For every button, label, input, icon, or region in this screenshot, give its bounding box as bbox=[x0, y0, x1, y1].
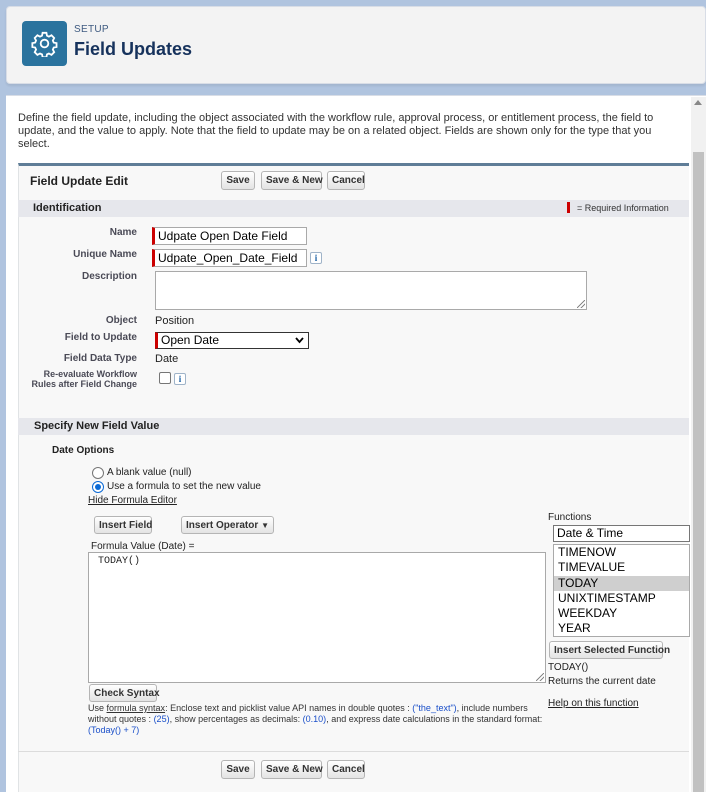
resize-handle-icon[interactable] bbox=[536, 673, 544, 681]
blank-value-label: A blank value (null) bbox=[107, 467, 192, 478]
unique-name-label: Unique Name bbox=[73, 249, 137, 260]
required-indicator bbox=[567, 202, 570, 213]
scroll-thumb[interactable] bbox=[693, 152, 704, 792]
function-item[interactable]: TIMEVALUE bbox=[558, 560, 626, 575]
field-to-update-select[interactable] bbox=[155, 332, 309, 349]
breadcrumb: SETUP bbox=[74, 24, 109, 35]
function-item[interactable]: WEEKDAY bbox=[558, 606, 618, 621]
scrollbar[interactable] bbox=[691, 97, 706, 792]
reevaluate-label: Re-evaluate Workflow Rules after Field Change bbox=[31, 369, 137, 389]
function-item[interactable]: UNIXTIMESTAMP bbox=[558, 590, 656, 605]
formula-value-label: Formula Value (Date) = bbox=[91, 541, 195, 552]
help-on-function-link[interactable]: Help on this function bbox=[548, 698, 639, 709]
help-example-number: (25) bbox=[153, 714, 170, 724]
help-text-3: , show percentages as decimals: bbox=[169, 714, 301, 724]
field-to-update-label: Field to Update bbox=[64, 332, 137, 343]
help-example-text: ("the_text") bbox=[412, 703, 457, 713]
info-icon[interactable]: i bbox=[310, 252, 322, 264]
object-value: Position bbox=[155, 315, 195, 327]
help-use: Use bbox=[88, 703, 105, 713]
save-new-button-bottom[interactable]: Save & New bbox=[261, 760, 322, 779]
identification-title: Identification bbox=[33, 202, 102, 214]
unique-name-input[interactable]: Udpate_Open_Date_Field bbox=[152, 249, 307, 267]
chevron-down-icon bbox=[295, 337, 304, 344]
insert-operator-button[interactable] bbox=[181, 516, 274, 534]
save-button-top[interactable]: Save bbox=[221, 171, 255, 190]
check-syntax-button[interactable]: Check Syntax bbox=[89, 684, 157, 702]
function-item[interactable]: TIMENOW bbox=[558, 545, 616, 559]
functions-category-value: Date & Time bbox=[557, 526, 624, 540]
blank-value-radio[interactable] bbox=[92, 467, 104, 479]
page-header bbox=[6, 6, 706, 84]
functions-listbox[interactable] bbox=[553, 544, 690, 637]
field-to-update-value: Open Date bbox=[161, 333, 220, 347]
functions-label: Functions bbox=[548, 512, 592, 523]
formula-editor[interactable] bbox=[88, 552, 546, 683]
scroll-up-arrow-icon[interactable] bbox=[694, 100, 702, 105]
resize-handle-icon[interactable] bbox=[577, 300, 585, 308]
save-button-bottom[interactable]: Save bbox=[221, 760, 255, 779]
help-text-4: , and express date calculations in the standard format: bbox=[326, 714, 543, 724]
function-item[interactable]: YEAR bbox=[558, 621, 591, 636]
insert-operator-label: Insert Operator bbox=[186, 520, 259, 531]
save-new-button-top[interactable]: Save & New bbox=[261, 171, 322, 190]
use-formula-radio[interactable] bbox=[92, 481, 104, 493]
description-label: Description bbox=[81, 271, 137, 282]
formula-text: TODAY() bbox=[98, 556, 141, 567]
function-item-selected[interactable]: TODAY bbox=[554, 576, 689, 591]
info-icon[interactable]: i bbox=[174, 373, 186, 385]
setup-gear-icon bbox=[22, 21, 67, 66]
functions-category-select[interactable] bbox=[553, 525, 690, 542]
gear-icon bbox=[31, 30, 58, 57]
cancel-button-top[interactable]: Cancel bbox=[327, 171, 365, 190]
required-info-text: = Required Information bbox=[577, 203, 669, 213]
date-options-label: Date Options bbox=[52, 445, 115, 456]
field-data-type-label: Field Data Type bbox=[63, 353, 137, 364]
intro-text: Define the field update, including the object associated with the workflow rule, approval process, or entitlement process, the field to update, and the value to apply. Note that the field to update may be on a related object. Fields are shown only for the type that you select. bbox=[18, 112, 654, 150]
panel-title: Field Update Edit bbox=[30, 174, 129, 188]
name-label: Name bbox=[109, 227, 137, 238]
function-signature: TODAY() bbox=[548, 662, 589, 673]
formula-syntax-link[interactable]: formula syntax bbox=[106, 703, 166, 713]
help-example-percent: (0.10) bbox=[302, 714, 327, 724]
field-data-type-value: Date bbox=[155, 353, 179, 365]
object-label: Object bbox=[105, 315, 137, 326]
caret-down-icon: ▼ bbox=[261, 521, 269, 530]
help-example-date: (Today() + 7) bbox=[88, 725, 140, 735]
cancel-button-bottom[interactable]: Cancel bbox=[327, 760, 365, 779]
description-textarea[interactable] bbox=[155, 271, 587, 310]
insert-field-button[interactable]: Insert Field bbox=[94, 516, 152, 534]
formula-help-text bbox=[88, 703, 548, 736]
page-title: Field Updates bbox=[74, 39, 193, 59]
help-text-2: , include numbers without quotes : bbox=[88, 703, 528, 724]
use-formula-label: Use a formula to set the new value bbox=[107, 481, 261, 492]
function-description: Returns the current date bbox=[548, 676, 656, 687]
help-text-1: : Enclose text and picklist value API names in double quotes : bbox=[165, 703, 410, 713]
new-value-title: Specify New Field Value bbox=[34, 420, 160, 432]
footer-divider bbox=[18, 751, 689, 752]
reevaluate-checkbox[interactable] bbox=[159, 372, 171, 384]
hide-formula-editor-link[interactable]: Hide Formula Editor bbox=[88, 495, 177, 506]
name-input[interactable]: Udpate Open Date Field bbox=[152, 227, 307, 245]
insert-selected-function-button[interactable]: Insert Selected Function bbox=[549, 641, 663, 659]
